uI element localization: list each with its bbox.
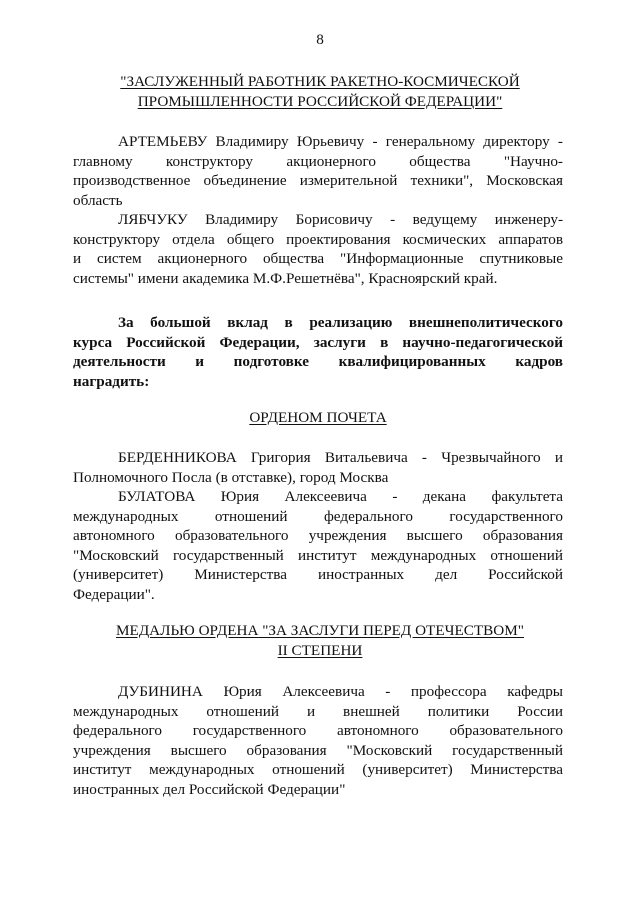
page-number: 8 — [316, 31, 324, 48]
section-heading-order-of-honor — [73, 408, 563, 428]
entry-line: конструктору отдела общего проектирования космических аппаратов — [73, 230, 563, 248]
award-entry-artemyev — [73, 132, 563, 210]
award-entry-berdennikov — [73, 448, 563, 487]
heading-line: II СТЕПЕНИ — [277, 641, 363, 659]
entry-line: Федерации". — [73, 585, 155, 603]
heading-line: МЕДАЛЬЮ ОРДЕНА "ЗА ЗАСЛУГИ ПЕРЕД ОТЕЧЕСТВОМ" — [116, 622, 524, 639]
heading-line: "ЗАСЛУЖЕННЫЙ РАБОТНИК РАКЕТНО-КОСМИЧЕСКОЙ — [120, 73, 520, 90]
entry-line: главному конструктору акционерного общества "Научно- — [73, 152, 563, 170]
entry-line: "Московский государственный институт международных отношений — [73, 546, 563, 564]
statement-line: курса Российской Федерации, заслуги в научно-педагогической — [73, 333, 563, 351]
entry-line: АРТЕМЬЕВУ Владимиру Юрьевичу - генеральному директору - — [118, 133, 563, 150]
heading-line: ОРДЕНОМ ПОЧЕТА — [249, 409, 387, 426]
entry-line: ЛЯБЧУКУ Владимиру Борисовичу - ведущему инженеру- — [118, 211, 563, 228]
entry-line: (университет) Министерства иностранных дел Российской — [73, 566, 563, 584]
award-entry-bulatov — [73, 487, 563, 605]
entry-line: системы" имени академика М.Ф.Решетнёва", Красноярский край. — [73, 269, 498, 287]
section-heading-merit-medal — [90, 621, 550, 660]
entry-line: федерального государственного автономного образовательного — [73, 722, 563, 740]
entry-line: ДУБИНИНА Юрия Алексеевича - профессора кафедры — [118, 683, 563, 700]
statement-line: наградить: — [73, 372, 150, 390]
entry-line: институт международных отношений (университет) Министерства — [73, 761, 563, 779]
entry-line: БЕРДЕННИКОВА Григория Витальевича - Чрезвычайного и — [118, 449, 563, 466]
entry-line: автономного образовательного учреждения высшего образования — [73, 527, 563, 545]
entry-line: иностранных дел Российской Федерации" — [73, 780, 346, 798]
award-statement — [73, 313, 563, 391]
entry-line: международных отношений и внешней политики России — [73, 702, 563, 720]
entry-line: БУЛАТОВА Юрия Алексеевича - декана факультета — [118, 488, 563, 505]
statement-line: деятельности и подготовке квалифицированных кадров — [73, 353, 563, 371]
entry-line: учреждения высшего образования "Московский государственный — [73, 741, 563, 759]
entry-line: Полномочного Посла (в отставке), город Москва — [73, 468, 389, 486]
entry-line: область — [73, 191, 123, 209]
section-heading-honored-worker — [80, 72, 560, 111]
entry-line: международных отношений федерального государственного — [73, 507, 563, 525]
heading-line: ПРОМЫШЛЕННОСТИ РОССИЙСКОЙ ФЕДЕРАЦИИ" — [137, 92, 503, 110]
award-entry-lyabchuk — [73, 210, 563, 288]
entry-line: производственное объединение измерительной техники", Московская — [73, 172, 563, 190]
statement-line: За большой вклад в реализацию внешнеполитического — [118, 314, 563, 331]
entry-line: и систем акционерного общества "Информационные спутниковые — [73, 250, 563, 268]
award-entry-dubinin — [73, 682, 563, 800]
